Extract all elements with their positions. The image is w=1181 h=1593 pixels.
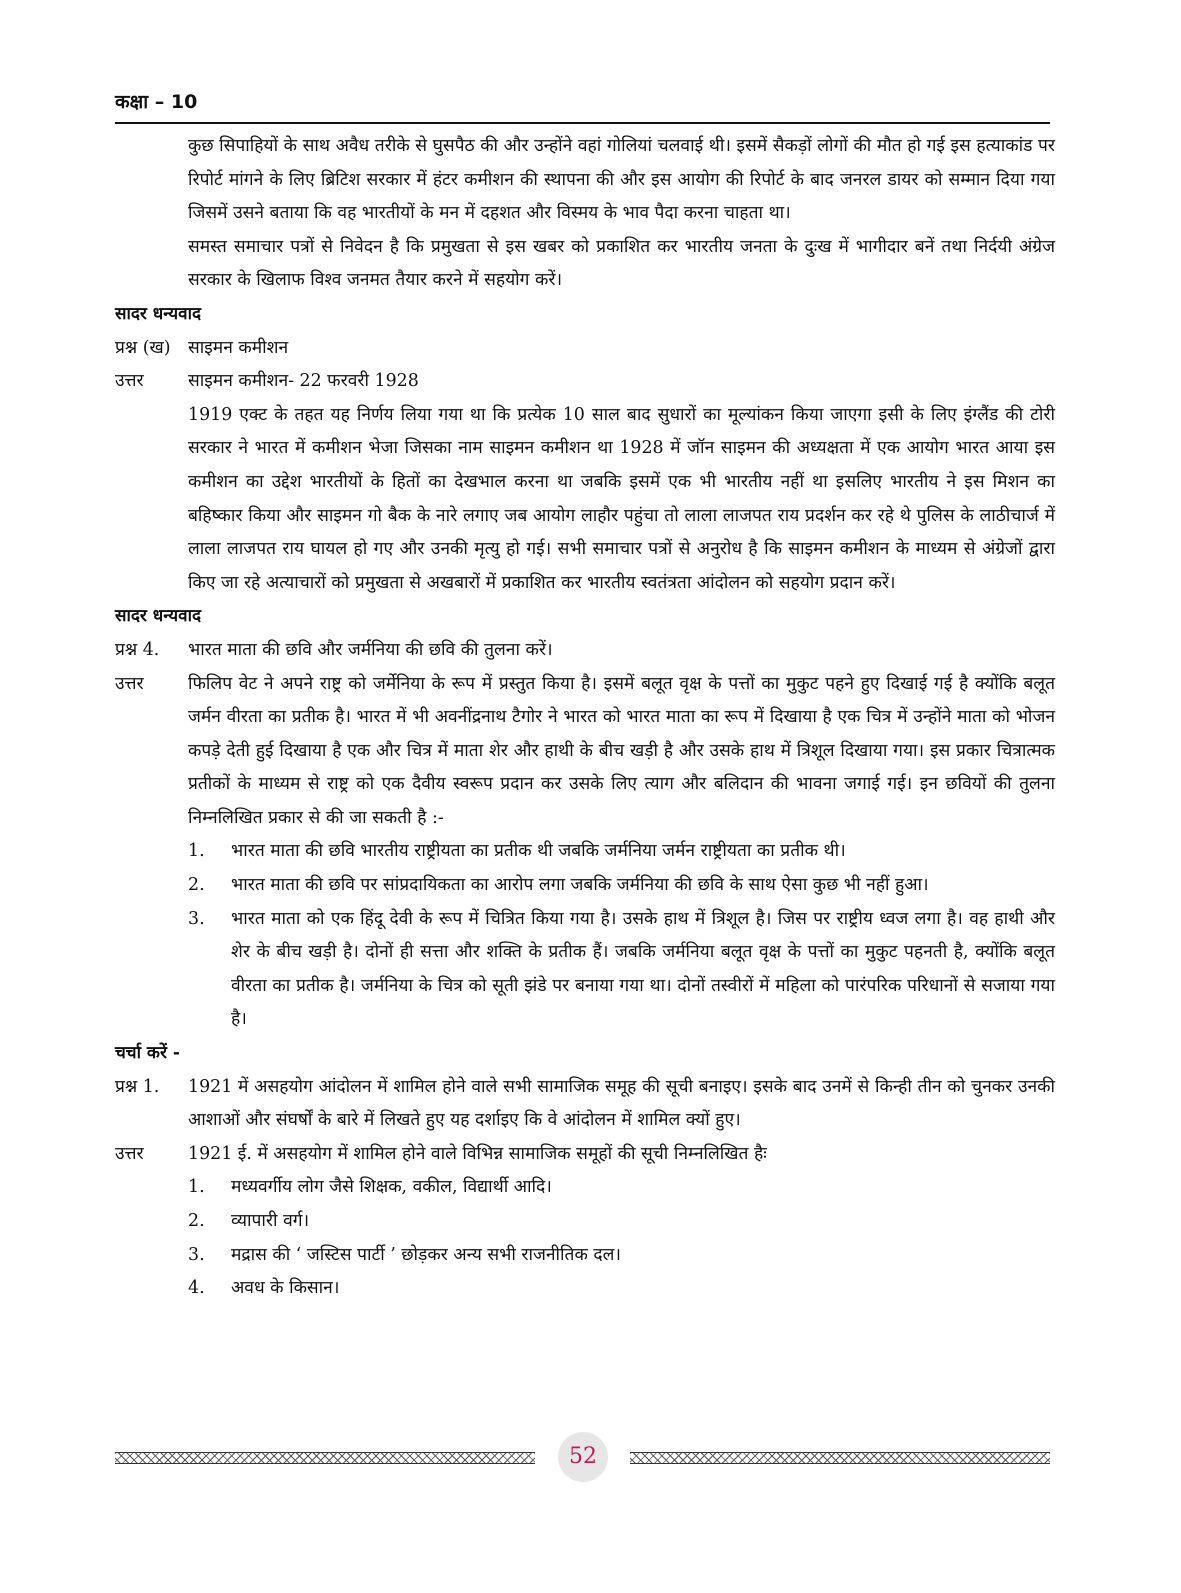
- list-item: [188, 1205, 1055, 1239]
- answer-title: साइमन कमीशन- 22 फरवरी 1928: [188, 371, 419, 392]
- list-text: व्यापारी वर्ग।: [231, 1211, 310, 1231]
- list-item: [188, 1171, 1055, 1205]
- question-label: प्रश्न (ख): [115, 337, 171, 358]
- question-text: 1921 में असहयोग आंदोलन में शामिल होने वाले सभी सामाजिक समूह की सूची बनाइए। इसके बाद उनमें से किन्ही तीन को चुनकर उनकी आशाओं और संघर्षों के बारे में लिखते हुए यह दर्शाइए कि वे आंदोलन में शामिल क्यों हुए।: [188, 1076, 1055, 1131]
- answer-body: 1919 एक्ट के तहत यह निर्णय लिया गया था कि प्रत्येक 10 साल बाद सुधारों का मूल्यांकन किया जाएगा इसी के लिए इंग्लैंड की टोरी सरकार ने भारत में कमीशन भेजा जिसका नाम साइमन कमीशन था 1928 में जॉन साइमन की अध्यक्षता में एक आयोग भारत आया इस कमीशन का उद्देश भारतीयों के हितों का देखभाल करना था जबकि इसमें एक भी भारतीय नहीं था इसलिए भारतीय ने इस मिशन का बहिष्कार किया और साइमन गो बैक के नारे लगाए जब आयोग लाहौर पहुंचा तो लाला लाजपत राय प्रदर्शन कर रहे थे पुलिस के लाठीचार्ज में लाला लाजपत राय घायल हो गए और उनकी मृत्यु हो गई। सभी समाचार पत्रों से अनुरोध है कि साइमन कमीशन के माध्यम से अंग्रेजों द्वारा किए जा रहे अत्याचारों को प्रमुखता से अखबारों में प्रकाशित कर भारतीय स्वतंत्रता आंदोलन को सहयोग प्रदान करें।: [188, 404, 1055, 593]
- list-text: मध्यवर्गीय लोग जैसे शिक्षक, वकील, विद्यार्थी आदि।: [231, 1177, 552, 1198]
- paragraph: कुछ सिपाहियों के साथ अवैध तरीके से घुसपैठ की और उन्होंने वहां गोलियां चलवाई थी। इसमें सैकड़ों लोगों की मौत हो गई इस हत्याकांड पर रिपोर्ट मांगने के लिए ब्रिटिश सरकार में हंटर कमीशन की स्थापना की और इस आयोग की रिपोर्ट के बाद जनरल डायर को सम्मान दिया गया जिसमें उसने बताया कि वह भारतीयों के मन में दहशत और विस्मय के भाव पैदा करना चाहता था।: [188, 136, 1055, 224]
- question-text: साइमन कमीशन: [188, 337, 289, 358]
- question-label: प्रश्न 1.: [115, 1076, 160, 1097]
- decorative-border-left: [115, 1452, 535, 1464]
- list-text: भारत माता की छवि पर सांप्रदायिकता का आरोप लगा जबकि जर्मनिया की छवि के साथ ऐसा कुछ भी नहीं हुआ।: [231, 875, 929, 896]
- answer-body: फिलिप वेट ने अपने राष्ट्र को जर्मेनिया के रूप में प्रस्तुत किया है। इसमें बलूत वृक्ष के पत्तों का मुकुट पहने हुए दिखाई गई है क्योंकि बलूत जर्मन वीरता का प्रतीक है। भारत में भी अवनींद्रनाथ टैगोर ने भारत को भारत माता का रूप में दिखाया है एक चित्र में उन्होंने माता को भोजन कपड़े देती हुई दिखाया है एक और चित्र में माता शेर और हाथी के बीच खड़ी है और उसके हाथ में त्रिशूल दिखाया गया। इस प्रकार चित्रात्मक प्रतीकों के माध्यम से राष्ट्र को एक दैवीय स्वरूप प्रदान कर उसके लिए त्याग और बलिदान की भावना जगाई गई। इन छवियों की तुलना निम्नलिखित प्रकार से की जा सकती है :-: [188, 673, 1055, 828]
- answer-row: [115, 365, 1055, 399]
- list-item: [188, 835, 1055, 869]
- question-label: प्रश्न 4.: [115, 639, 160, 660]
- list-number: 3.: [188, 1244, 205, 1265]
- closing-thanks: सादर धन्यवाद: [115, 606, 202, 627]
- list-item: [188, 903, 1055, 1037]
- list-item: [188, 1239, 1055, 1273]
- page-content: [115, 130, 1055, 1306]
- page-number: 52: [569, 1444, 597, 1469]
- decorative-border-right: [630, 1452, 1050, 1464]
- list-number: 2.: [188, 875, 205, 896]
- page-header: [115, 88, 1050, 124]
- list-number: 1.: [188, 841, 205, 862]
- answer-row: [115, 1138, 1055, 1172]
- paragraph: समस्त समाचार पत्रों से निवेदन है कि प्रमुखता से इस खबर को प्रकाशित कर भारतीय जनता के दुःख में भागीदार बनें तथा निर्दयी अंग्रेज सरकार के खिलाफ विश्व जनमत तैयार करने में सहयोग करें।: [188, 236, 1055, 291]
- answer-label: उत्तर: [115, 673, 144, 694]
- class-title: कक्षा – 10: [115, 91, 198, 113]
- closing-thanks: सादर धन्यवाद: [115, 303, 202, 324]
- answer-row: [115, 668, 1055, 836]
- answer-label: उत्तर: [115, 371, 144, 392]
- list-text: भारत माता को एक हिंदू देवी के रूप में चित्रित किया गया है। उसके हाथ में त्रिशूल है। जिस पर राष्ट्रीय ध्वज लगा है। वह हाथी और शेर के बीच खड़ी है। दोनों ही सत्ता और शक्ति के प्रतीक हैं। जबकि जर्मनिया बलूत वृक्ष के पत्तों का मुकुट पहनती है, क्योंकि बलूत वीरता का प्रतीक है। जर्मनिया के चित्र को सूती झंडे पर बनाया गया था। दोनों तस्वीरों में महिला को पारंपरिक परिधानों से सजाया गया है।: [231, 908, 1055, 1030]
- question-row: [115, 332, 1055, 366]
- question-row: [115, 634, 1055, 668]
- list-number: 1.: [188, 1177, 205, 1198]
- numbered-list: [115, 1171, 1055, 1305]
- list-item: [188, 1272, 1055, 1306]
- question-row: [115, 1071, 1055, 1138]
- page-footer: [115, 1432, 1050, 1484]
- question-text: भारत माता की छवि और जर्मनिया की छवि की तुलना करें।: [188, 639, 553, 660]
- answer-label: उत्तर: [115, 1143, 144, 1164]
- list-text: मद्रास की ‘ जस्टिस पार्टी ’ छोड़कर अन्य सभी राजनीतिक दल।: [231, 1244, 621, 1265]
- list-number: 2.: [188, 1211, 205, 1231]
- list-number: 3.: [188, 908, 205, 929]
- list-number: 4.: [188, 1278, 205, 1299]
- list-item: [188, 869, 1055, 903]
- numbered-list: [115, 835, 1055, 1037]
- section-heading: चर्चा करें -: [115, 1043, 180, 1064]
- list-text: भारत माता की छवि भारतीय राष्ट्रीयता का प्रतीक थी जबकि जर्मनिया जर्मन राष्ट्रीयता का प्रतीक थी।: [231, 841, 846, 862]
- answer-text: 1921 ई. में असहयोग में शामिल होने वाले विभिन्न सामाजिक समूहों की सूची निम्नलिखित हैः: [188, 1143, 767, 1164]
- list-text: अवध के किसान।: [231, 1278, 340, 1299]
